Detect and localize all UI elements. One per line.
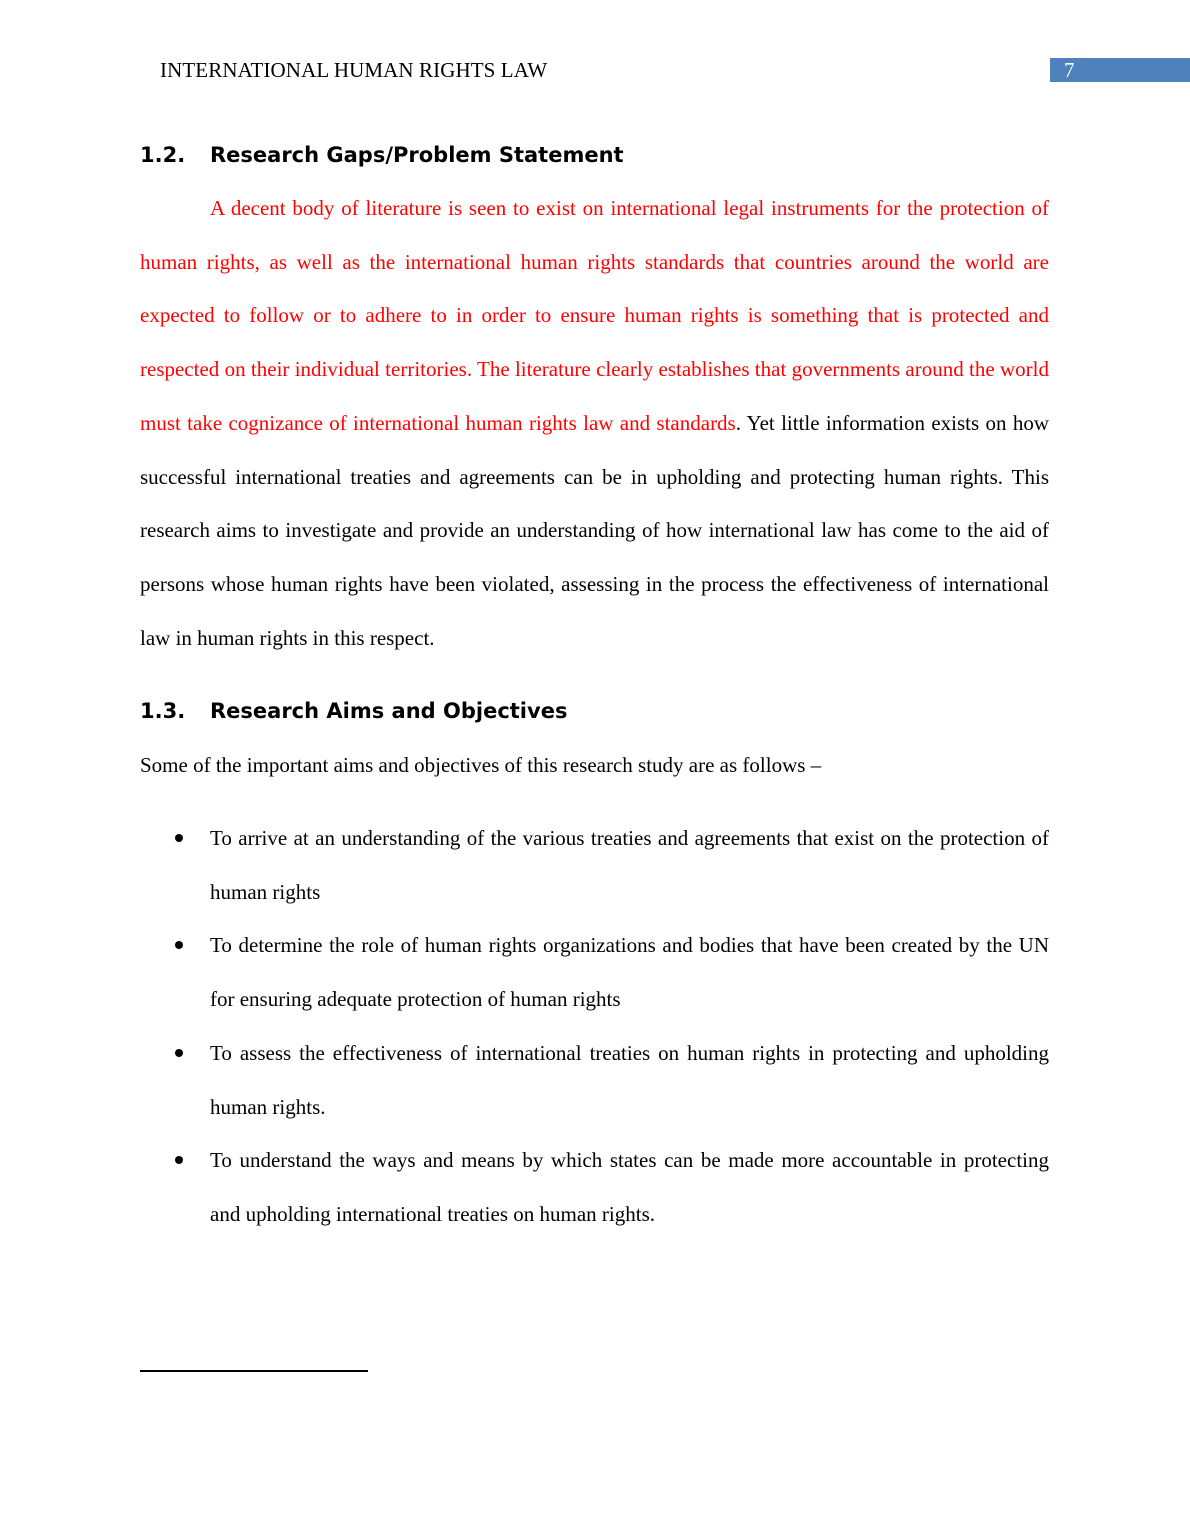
- section-title: Research Aims and Objectives: [210, 699, 568, 724]
- paragraph-text: . Yet little information exists on how successful international treaties and agreements can be in upholding and protecting human rights. This research aims to investigate and provide an understanding of how international law has come to the aid of persons whose human rights have been violated, assessing in the process the effectiveness of international law in human rights in this respect.: [140, 410, 1049, 650]
- running-head: INTERNATIONAL HUMAN RIGHTS LAW: [160, 58, 548, 82]
- objective-text: To assess the effectiveness of international treaties on human rights in protecting and upholding human rights.: [210, 1040, 1049, 1119]
- section-number: 1.3.: [140, 699, 186, 724]
- footnote-separator: [140, 1370, 368, 1372]
- objective-text: To arrive at an understanding of the various treaties and agreements that exist on the protection of human rights: [210, 826, 1049, 904]
- section-title: Research Gaps/Problem Statement: [210, 143, 624, 167]
- objective-item: [140, 1134, 1049, 1241]
- bullet-icon: [175, 1156, 183, 1164]
- objective-item: [140, 919, 1049, 1026]
- highlighted-text: A decent body of literature is seen to exist on international legal instruments for the protection of human rights, as well as the international human rights standards that countries around the world are expected to follow or to adhere to in order to ensure human rights is something that is protected and respected on their individual territories. The literature clearly establishes that governments around the world must take cognizance of international human rights law and standards: [140, 196, 1049, 435]
- page-number: 7: [1064, 58, 1075, 82]
- objectives-list: [140, 812, 1049, 1242]
- bullet-icon: [175, 1049, 183, 1057]
- objective-text: To understand the ways and means by which states can be made more accountable in protecting and upholding international treaties on human rights.: [210, 1148, 1049, 1226]
- document-body: [140, 138, 1049, 1242]
- bullet-icon: [175, 834, 183, 842]
- objective-text: To determine the role of human rights organizations and bodies that have been created by the UN for ensuring adequate protection of human rights: [210, 933, 1049, 1012]
- objective-item: [140, 1027, 1049, 1134]
- bullet-icon: [175, 941, 183, 949]
- page-header: [0, 56, 1190, 84]
- problem-statement-paragraph: [140, 182, 1049, 665]
- objective-item: [140, 812, 1049, 919]
- section-heading-aims-objectives: [140, 694, 1049, 728]
- objectives-intro: Some of the important aims and objectives of this research study are as follows –: [140, 753, 822, 778]
- page-number-box: [1050, 58, 1190, 82]
- section-number: 1.2.: [140, 143, 186, 167]
- section-heading-research-gaps: [140, 138, 1049, 172]
